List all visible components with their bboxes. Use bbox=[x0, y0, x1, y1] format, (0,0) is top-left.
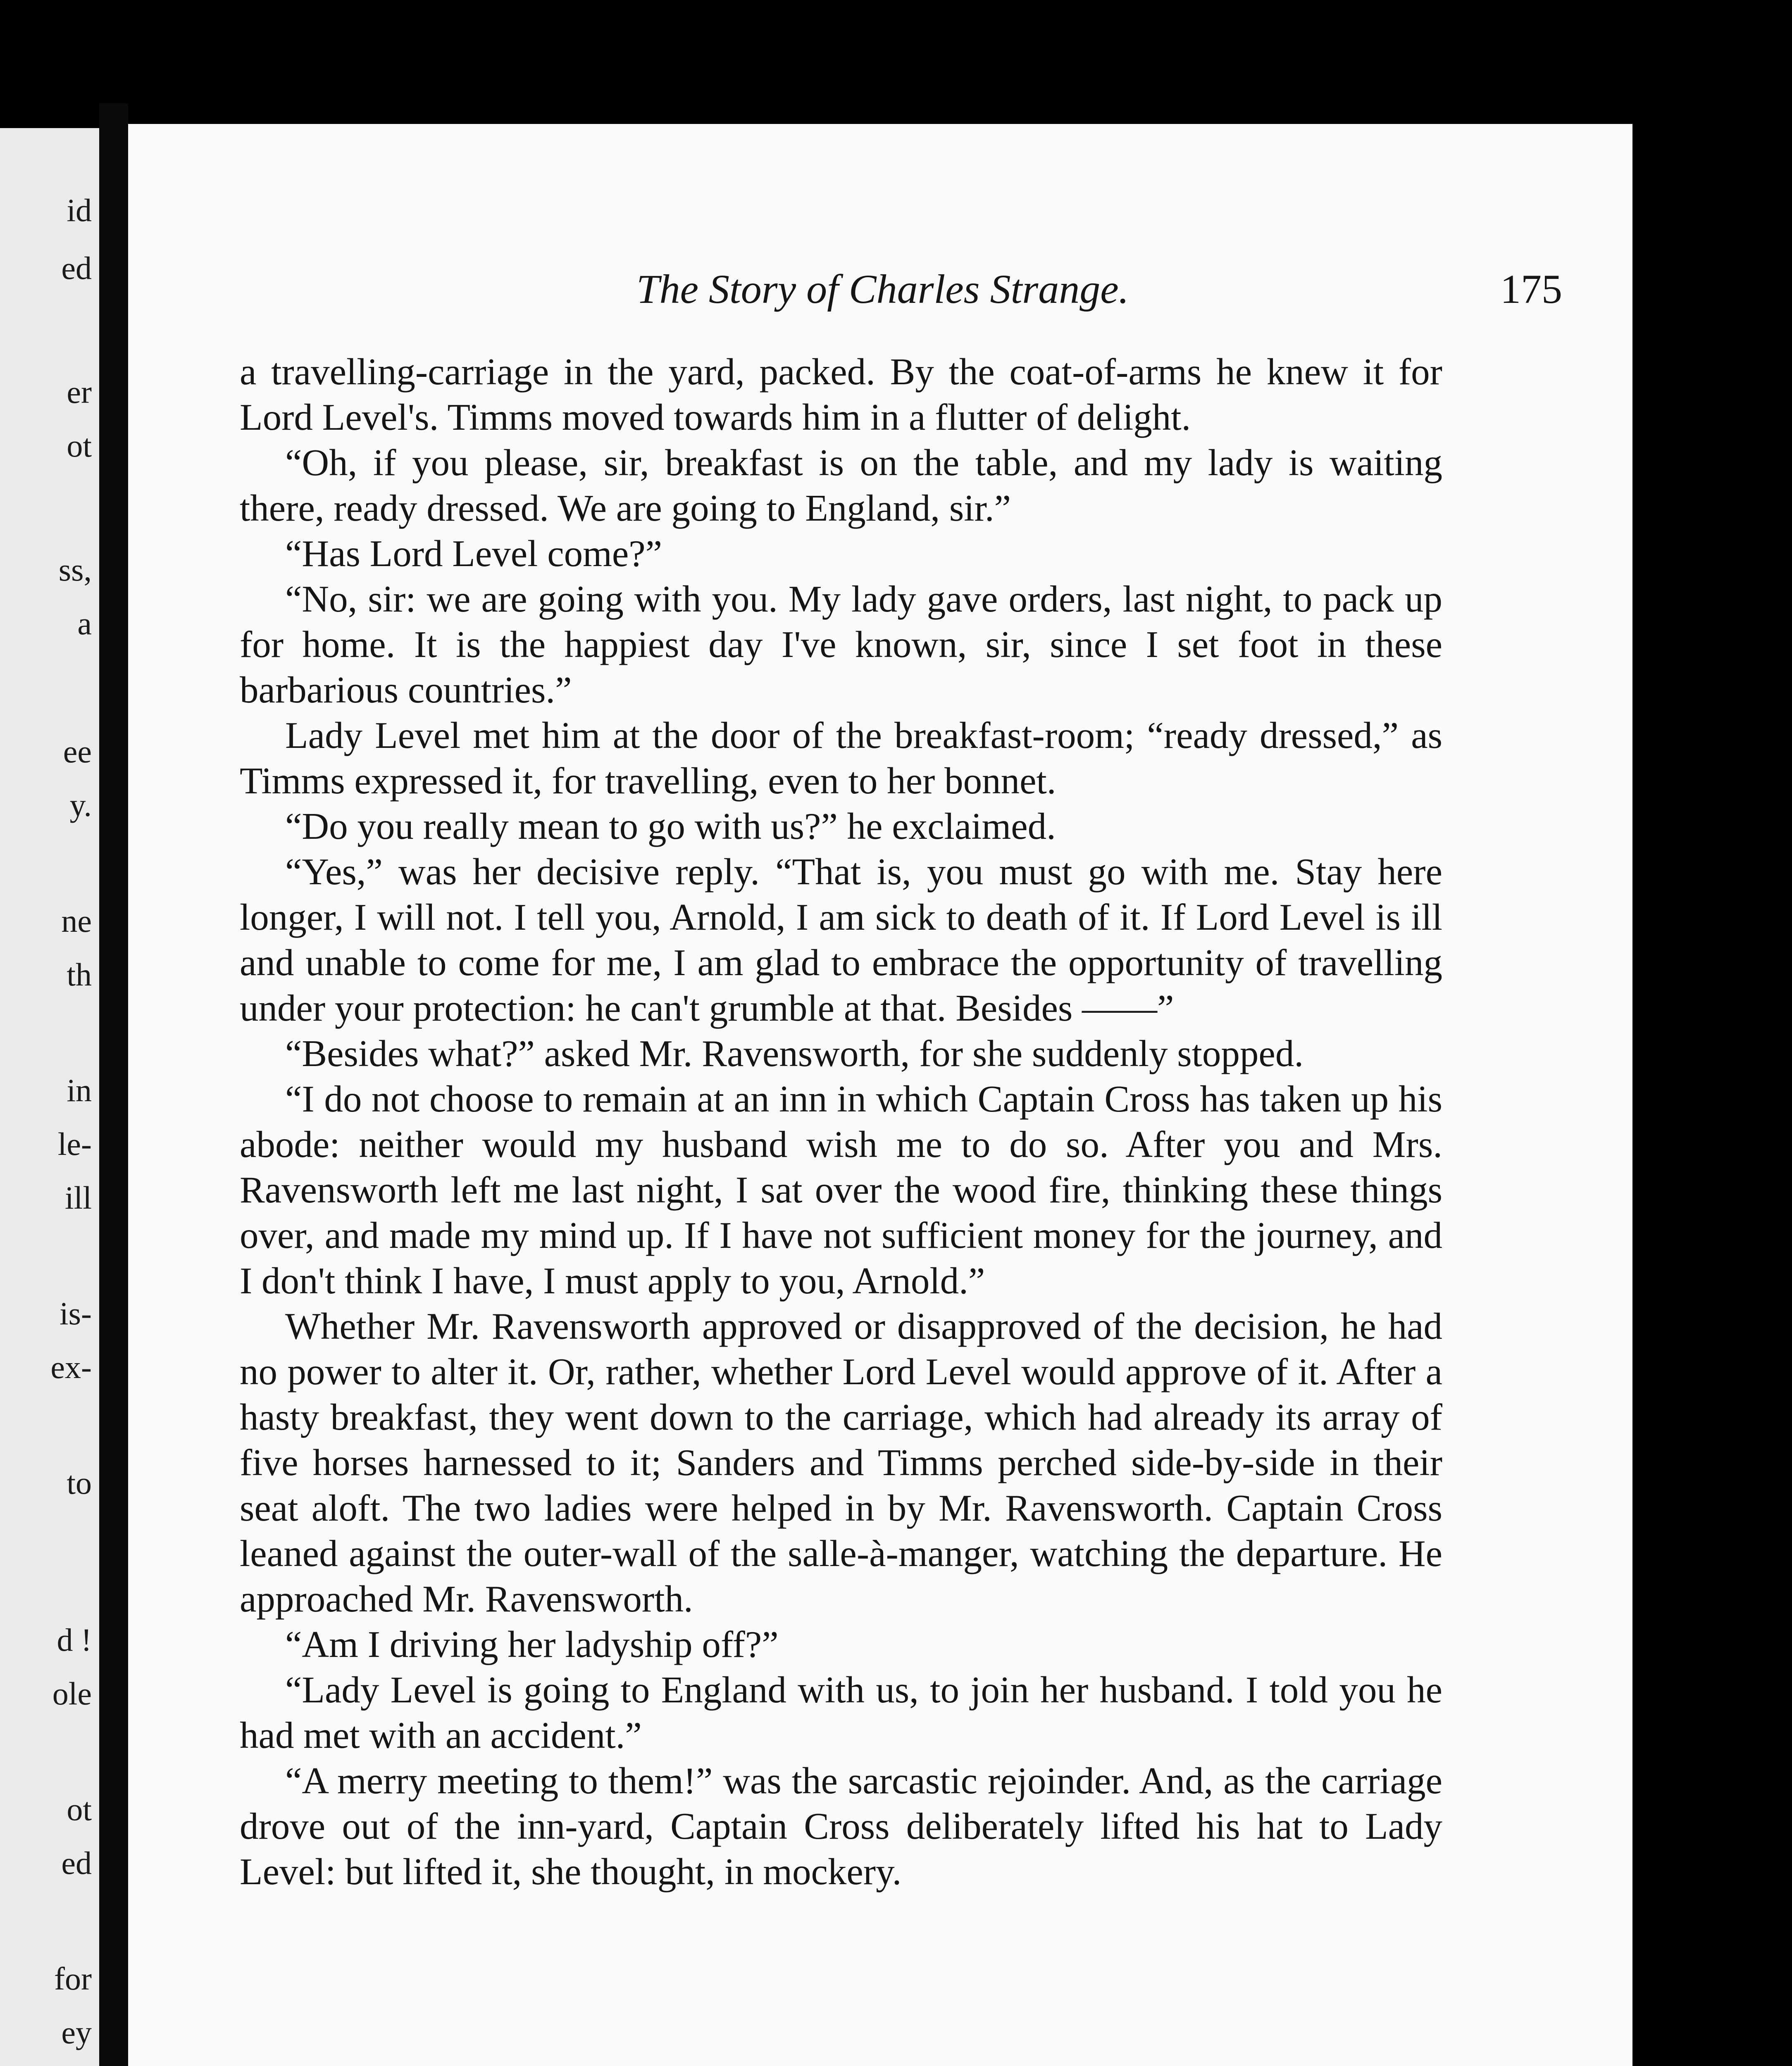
facing-page-fragment: ex- bbox=[50, 1349, 92, 1385]
paragraph: “Has Lord Level come?” bbox=[285, 533, 662, 574]
facing-page-text bbox=[0, 128, 99, 2066]
facing-page-fragment: ee bbox=[63, 733, 92, 769]
book-gutter bbox=[99, 103, 128, 2066]
facing-page-fragment: er bbox=[67, 374, 92, 410]
facing-page-fragment: id bbox=[67, 192, 92, 228]
paragraph: Lady Level met him at the door of the breakfast-room; “ready dressed,” as Timms expressed it, for travelling, even to her bonnet. bbox=[240, 714, 1442, 802]
paragraph: “I do not choose to remain at an inn in which Captain Cross has taken up his abode: neither would my husband wish me to do so. After you and Mrs. Ravensworth left me last night, I sat over the wood fire, thinking these things over, and made my mind up. If I have not sufficient money for the journey, and I don't think I have, I must apply to you, Arnold.” bbox=[240, 1078, 1442, 1302]
facing-page-fragment: a bbox=[77, 605, 92, 641]
facing-page-fragment: ole bbox=[52, 1676, 92, 1711]
facing-page-fragment: th bbox=[67, 957, 92, 993]
facing-page-fragment: ill bbox=[64, 1180, 92, 1216]
running-head bbox=[223, 264, 1562, 314]
paragraph: “Oh, if you please, sir, breakfast is on the table, and my lady is waiting there, ready dressed. We are going to England, sir.” bbox=[240, 442, 1442, 529]
paragraph: a travelling-carriage in the yard, packed. By the coat-of-arms he knew it for Lord Level's. Timms moved towards him in a flutter of delight. bbox=[240, 351, 1442, 438]
running-title: The Story of Charles Strange. bbox=[636, 266, 1129, 312]
facing-page-fragment: y. bbox=[69, 787, 92, 823]
facing-page-edge bbox=[0, 128, 102, 2066]
facing-page-fragment: ne bbox=[61, 903, 92, 939]
facing-page-fragment: le- bbox=[57, 1126, 92, 1162]
paragraph: “Am I driving her ladyship off?” bbox=[285, 1623, 779, 1665]
facing-page-fragment: for bbox=[54, 1961, 92, 1997]
paragraph: “Do you really mean to go with us?” he exclaimed. bbox=[285, 805, 1056, 847]
facing-page-fragment: in bbox=[67, 1072, 92, 1108]
facing-page-fragment: ss, bbox=[58, 552, 92, 588]
facing-page-fragment: ot bbox=[67, 1791, 92, 1827]
facing-page-fragment: ed bbox=[61, 250, 92, 286]
facing-page-fragment: ed bbox=[61, 1845, 92, 1881]
paragraph: “A merry meeting to them!” was the sarcastic rejoinder. And, as the carriage drove out of the inn-yard, Captain Cross deliberately lifted his hat to Lady Level: but lifted it, she thought, in mockery. bbox=[240, 1760, 1442, 1892]
paragraph: “Yes,” was her decisive reply. “That is, you must go with me. Stay here longer, I will not. I tell you, Arnold, I am sick to death of it. If Lord Level is ill and unable to come for me, I am glad to embrace the opportunity of travelling under your protection: he can't grumble at that. Besides ——” bbox=[240, 851, 1442, 1029]
paragraph: “No, sir: we are going with you. My lady gave orders, last night, to pack up for home. It is the happiest day I've known, sir, since I set foot in these barbarious countries.” bbox=[240, 578, 1442, 711]
page-number: 175 bbox=[1500, 266, 1562, 312]
facing-page-fragment: ey bbox=[61, 2014, 92, 2050]
facing-page-fragment: d ! bbox=[57, 1622, 92, 1658]
body-text bbox=[240, 349, 1442, 1895]
facing-page-fragment: is- bbox=[60, 1295, 92, 1331]
book-page bbox=[128, 124, 1632, 2066]
paragraph: “Besides what?” asked Mr. Ravensworth, for she suddenly stopped. bbox=[285, 1033, 1304, 1074]
facing-page-fragment: to bbox=[67, 1465, 92, 1501]
paragraph: “Lady Level is going to England with us, to join her husband. I told you he had met with an accident.” bbox=[240, 1669, 1442, 1756]
paragraph: Whether Mr. Ravensworth approved or disapproved of the decision, he had no power to alter it. Or, rather, whether Lord Level would approve of it. After a hasty breakfast, they went down to the carriage, which had already its array of five horses harnessed to it; Sanders and Timms perched side-by-side in their seat aloft. The two ladies were helped in by Mr. Ravensworth. Captain Cross leaned against the outer-wall of the salle-à-manger, watching the departure. He approached Mr. Ravensworth. bbox=[240, 1305, 1442, 1620]
facing-page-fragment: ot bbox=[67, 428, 92, 464]
